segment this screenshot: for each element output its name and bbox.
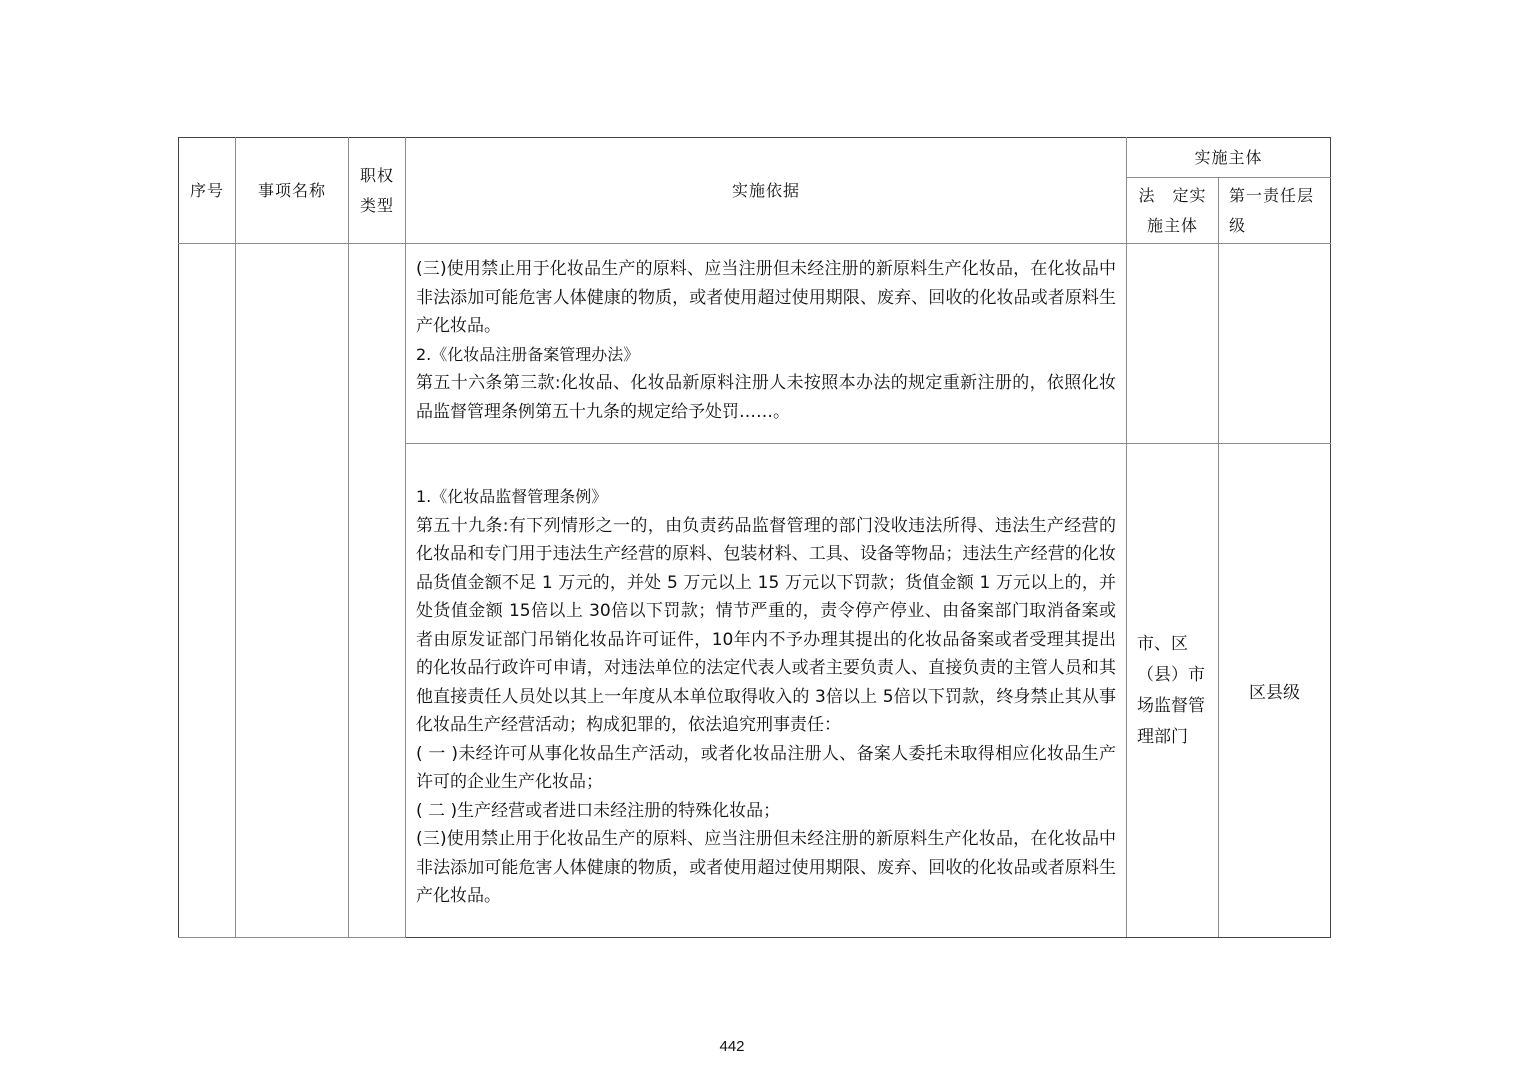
table-row bbox=[179, 244, 1331, 444]
header-power-type: 职权类型 bbox=[349, 138, 406, 244]
enforcement-table bbox=[178, 137, 1331, 938]
basis-cell bbox=[406, 244, 1127, 444]
header-basis: 实施依据 bbox=[406, 138, 1127, 244]
header-item-name: 事项名称 bbox=[236, 138, 349, 244]
basis-paragraph: ( 二 )生产经营或者进口未经注册的特殊化妆品； bbox=[416, 800, 781, 821]
legal-subject-cell: 市、区（县）市场监督管理部门 bbox=[1127, 444, 1219, 938]
header-row-1 bbox=[179, 138, 1331, 178]
legal-subject-cell bbox=[1127, 244, 1219, 444]
power-type-cell bbox=[349, 244, 406, 938]
basis-cell bbox=[406, 444, 1127, 938]
header-legal-subject: 法 定实施主体 bbox=[1127, 178, 1219, 244]
header-subject-group: 实施主体 bbox=[1127, 138, 1331, 178]
header-first-resp-level: 第一责任层级 bbox=[1219, 178, 1331, 244]
basis-paragraph: 2.《化妆品注册备案管理办法》 bbox=[416, 344, 640, 364]
basis-paragraph: ( 一 )未经许可从事化妆品生产活动，或者化妆品注册人、备案人委托未取得相应化妆品生产许可的企业生产化妆品； bbox=[416, 743, 1116, 792]
seq-cell bbox=[179, 244, 236, 938]
header-seq: 序号 bbox=[179, 138, 236, 244]
basis-paragraph: 第五十六条第三款:化妆品、化妆品新原料注册人未按照本办法的规定重新注册的，依照化妆品监督管理条例第五十九条的规定给予处罚……。 bbox=[416, 373, 1116, 422]
level-cell: 区县级 bbox=[1219, 444, 1331, 938]
basis-paragraph: (三)使用禁止用于化妆品生产的原料、应当注册但未经注册的新原料生产化妆品，在化妆品中非法添加可能危害人体健康的物质，或者使用超过使用期限、废弃、回收的化妆品或者原料生产化妆品。 bbox=[416, 259, 1116, 336]
page-number: 442 bbox=[719, 1038, 745, 1055]
basis-paragraph: (三)使用禁止用于化妆品生产的原料、应当注册但未经注册的新原料生产化妆品，在化妆品中非法添加可能危害人体健康的物质，或者使用超过使用期限、废弃、回收的化妆品或者原料生产化妆品。 bbox=[416, 829, 1116, 906]
basis-paragraph: 1.《化妆品监督管理条例》 bbox=[416, 487, 608, 506]
item-name-cell bbox=[236, 244, 349, 938]
basis-paragraph: 第五十九条:有下列情形之一的，由负责药品监督管理的部门没收违法所得、违法生产经营的化妆品和专门用于违法生产经营的原料、包装材料、工具、设备等物品；违法生产经营的化妆品货值金额不足 1 万元的，并处 5 万元以上 15 万元以下罚款；货值金额 1 万元以上的，并处货值金额 15倍以上 30倍以下罚款；情节严重的，责令停产停业、由备案部门取消备案或者由原发证部门吊销化妆品许可证件，10年内不予办理其提出的化妆品备案或者受理其提出的化妆品行政许可申请，对违法单位的法定代表人或者主要负责人、直接负责的主管人员和其他直接责任人员处以其上一年度从本单位取得收入的 3倍以上 5倍以下罚款，终身禁止其从事化妆品生产经营活动；构成犯罪的，依法追究刑事责任： bbox=[416, 515, 1116, 735]
level-cell bbox=[1219, 244, 1331, 444]
